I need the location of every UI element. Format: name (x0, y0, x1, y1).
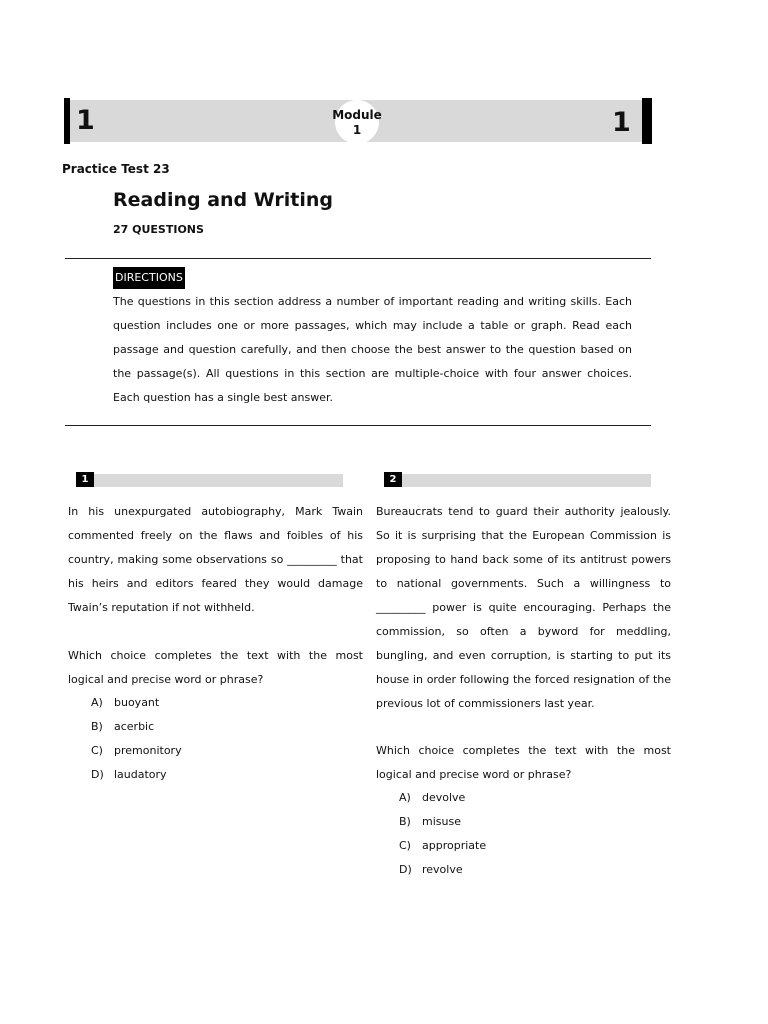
question-1-choice-c[interactable] (91, 739, 182, 763)
choice-letter: A) (91, 696, 103, 709)
choice-letter: C) (399, 839, 411, 852)
choice-text: premonitory (114, 744, 182, 757)
module-bar-left-marker (64, 98, 70, 144)
choice-text: revolve (422, 863, 463, 876)
question-1-passage: In his unexpurgated autobiography, Mark Twain commented freely on the flaws and foibles of his country, making some observations so _________ that his heirs and editors feared they would damage Twain’s reputation if not withheld. (68, 505, 363, 614)
question-1-header-bar (76, 474, 343, 487)
question-2-choice-b[interactable] (399, 810, 461, 834)
section-title: Reading and Writing (113, 189, 333, 211)
choice-letter: B) (91, 720, 103, 733)
choice-letter: D) (399, 863, 412, 876)
module-label-number: 1 (352, 123, 362, 137)
question-2-choice-d[interactable] (399, 858, 463, 882)
question-2-number: 2 (384, 472, 402, 487)
question-count: 27 QUESTIONS (113, 223, 204, 236)
question-1-choice-b[interactable] (91, 715, 154, 739)
module-label-text: Module (332, 108, 382, 122)
choice-text: misuse (422, 815, 461, 828)
directions-bottom-divider (65, 425, 651, 426)
choice-letter: D) (91, 768, 104, 781)
question-2-choice-a[interactable] (399, 786, 465, 810)
directions-label: DIRECTIONS (113, 267, 185, 289)
module-number-left: 1 (76, 105, 95, 136)
choice-text: appropriate (422, 839, 487, 852)
question-2-header-bar (384, 474, 651, 487)
module-bar-right-marker (642, 98, 652, 144)
choice-text: laudatory (114, 768, 167, 781)
question-1-number: 1 (76, 472, 94, 487)
choice-letter: B) (399, 815, 411, 828)
directions-top-divider (65, 258, 651, 259)
choice-text: buoyant (114, 696, 160, 709)
question-2-passage: Bureaucrats tend to guard their authority jealously. So it is surprising that the European Commission is proposing to hand back some of its antitrust powers to national governments. Such a willingness to _________ power is quite encouraging. Perhaps the commission, so often a byword for meddling, bungling, and even corruption, is starting to put its house in order following the forced resignation of the previous lot of commissioners last year. (376, 505, 671, 710)
module-number-right: 1 (612, 107, 631, 138)
choice-letter: A) (399, 791, 411, 804)
directions-text: The questions in this section address a number of important reading and writing skills. Each question includes one or more passages, which may include a table or graph. Read each passage and question carefully, and then choose the best answer to the question based on the passage(s). All questions in this section are multiple-choice with four answer choices. Each question has a single best answer. (113, 295, 632, 404)
choice-letter: C) (91, 744, 103, 757)
choice-text: acerbic (114, 720, 155, 733)
module-label (322, 108, 392, 138)
question-1-choice-a[interactable] (91, 691, 159, 715)
question-2-choice-c[interactable] (399, 834, 486, 858)
choice-text: devolve (422, 791, 466, 804)
practice-test-label: Practice Test 23 (62, 162, 170, 176)
question-1-choice-d[interactable] (91, 763, 167, 787)
question-2-prompt: Which choice completes the text with the most logical and precise word or phrase? (376, 744, 671, 781)
question-1-prompt: Which choice completes the text with the most logical and precise word or phrase? (68, 649, 363, 686)
